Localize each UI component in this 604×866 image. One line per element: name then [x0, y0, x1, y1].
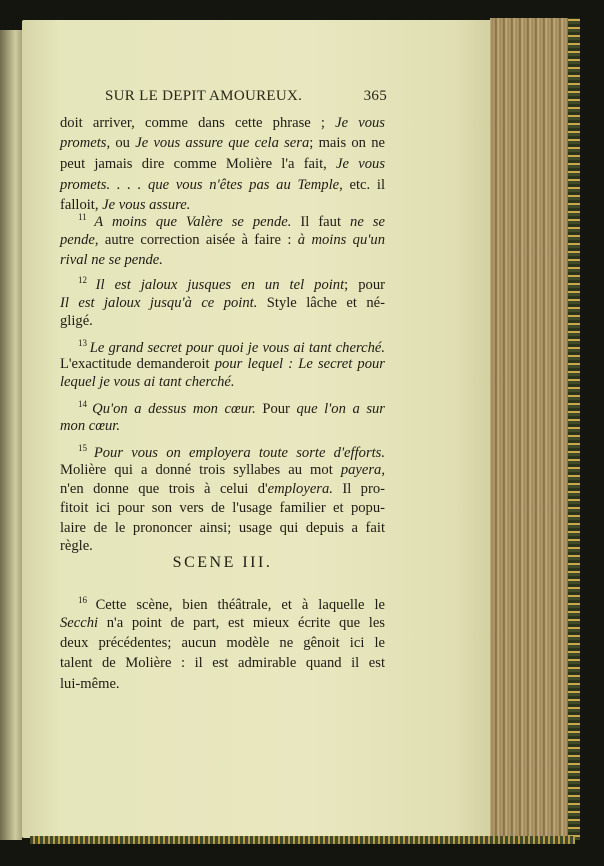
text-segment: Il est jaloux jusques en un tel point: [95, 276, 345, 293]
text-line: [60, 135, 385, 152]
text-segment: Le grand secret pour quoi je vous ai tant cherché.: [89, 339, 385, 356]
footnote-number: 12: [78, 275, 96, 285]
page-edges: [490, 18, 572, 840]
text-segment: Cette scène, bien théâtrale, et à laquelle le: [95, 596, 385, 613]
text-segment: A moins que Valère se pende.: [94, 213, 292, 230]
text-segment: peut jamais dire comme Molière l'a fait,: [60, 156, 337, 172]
text-line: [78, 275, 385, 294]
text-segment: payera: [340, 462, 382, 478]
text-segment: règle.: [60, 538, 93, 554]
text-segment: mon cœur.: [60, 418, 120, 434]
text-line: [60, 615, 385, 632]
text-segment: L'exactitude demanderoit: [60, 356, 215, 372]
text-segment: Pour vous on employera toute sorte d'efforts.: [93, 444, 386, 461]
text-line: [78, 399, 385, 418]
scene-heading: SCENE III.: [172, 554, 273, 571]
text-line: [78, 212, 385, 231]
text-line: [60, 374, 385, 391]
text-line: [60, 655, 385, 672]
text-segment: Je vous assure.: [102, 197, 191, 213]
text-segment: pour lequel : Le secret pour: [214, 356, 385, 372]
footnote-number: 11: [78, 212, 95, 222]
text-segment: , autre correction aisée à faire :: [94, 232, 298, 248]
text-segment: Secchi: [60, 615, 99, 631]
footnote-number: 16: [78, 595, 96, 605]
facing-page-edge: [0, 30, 22, 840]
footnote-number: 15: [78, 443, 94, 453]
text-line: [60, 115, 385, 132]
text-line: [60, 156, 385, 173]
text-segment: promets. . . . que vous n'êtes pas au Temple: [60, 177, 340, 193]
text-line: [60, 500, 385, 517]
text-segment: talent de Molière : il est admirable quand il est: [60, 655, 385, 671]
text-segment: que l'on a sur: [296, 400, 385, 417]
text-line: [60, 177, 385, 194]
text-segment: Je vous assure que cela sera: [135, 135, 310, 151]
text-line: [60, 635, 385, 652]
text-segment: à moins qu'un: [297, 232, 385, 248]
text-segment: n'a point de part, est mieux écrite que les: [98, 615, 385, 631]
text-segment: doit arriver, comme dans cette phrase ;: [60, 115, 336, 131]
text-segment: deux précédentes; aucun modèle ne gênoit ici le: [60, 635, 385, 651]
text-segment: n'en donne que trois à celui d': [60, 481, 268, 497]
text-line: [60, 295, 385, 312]
text-line: [60, 462, 385, 479]
text-segment: , ou: [106, 135, 136, 151]
text-segment: ; pour: [344, 276, 385, 293]
text-segment: gligé.: [60, 313, 93, 329]
text-line: [78, 595, 385, 614]
text-line: [60, 232, 385, 249]
text-segment: ; mais on ne: [309, 135, 385, 151]
text-line: [60, 538, 385, 555]
text-segment: Pour: [255, 400, 297, 417]
text-line: [60, 418, 385, 435]
footnote-number: 13: [78, 338, 90, 348]
text-line: [60, 313, 385, 330]
text-segment: Je vous: [335, 115, 385, 131]
text-segment: Il faut: [291, 213, 351, 230]
text-line: [60, 356, 385, 373]
text-segment: ,: [381, 462, 385, 478]
text-segment: Il pro-: [332, 481, 385, 497]
text-segment: , etc. il: [339, 177, 385, 193]
text-segment: lequel je vous ai tant cherché.: [60, 374, 235, 390]
text-segment: pende: [60, 232, 95, 248]
page-number: 365: [363, 88, 387, 104]
text-segment: Molière qui a donné trois syllabes au mot: [60, 462, 341, 478]
text-segment: employera.: [267, 481, 333, 497]
text-line: [60, 252, 385, 269]
body-text: [60, 0, 385, 866]
text-line: [78, 443, 385, 462]
text-line: [60, 676, 385, 693]
text-line: [60, 520, 385, 537]
text-segment: laire de le prononcer ainsi; usage qui depuis a fait: [60, 520, 385, 536]
text-segment: Style lâche et né-: [257, 295, 385, 311]
text-segment: Je vous: [336, 156, 385, 172]
text-segment: promets: [60, 135, 107, 151]
text-segment: lui-même.: [60, 676, 120, 692]
footnote-number: 14: [78, 399, 93, 409]
text-line: [78, 338, 385, 357]
text-segment: falloit,: [60, 197, 103, 213]
text-segment: Il est jaloux jusqu'à ce point.: [60, 295, 258, 311]
text-segment: ne se: [350, 213, 385, 230]
text-segment: rival ne se pende.: [60, 252, 163, 268]
running-title: SUR LE DEPIT AMOUREUX.: [105, 88, 303, 104]
text-line: [60, 481, 385, 498]
text-segment: Qu'on a dessus mon cœur.: [92, 400, 256, 417]
text-segment: fitoit ici pour son vers de l'usage familier et popu-: [60, 500, 385, 516]
